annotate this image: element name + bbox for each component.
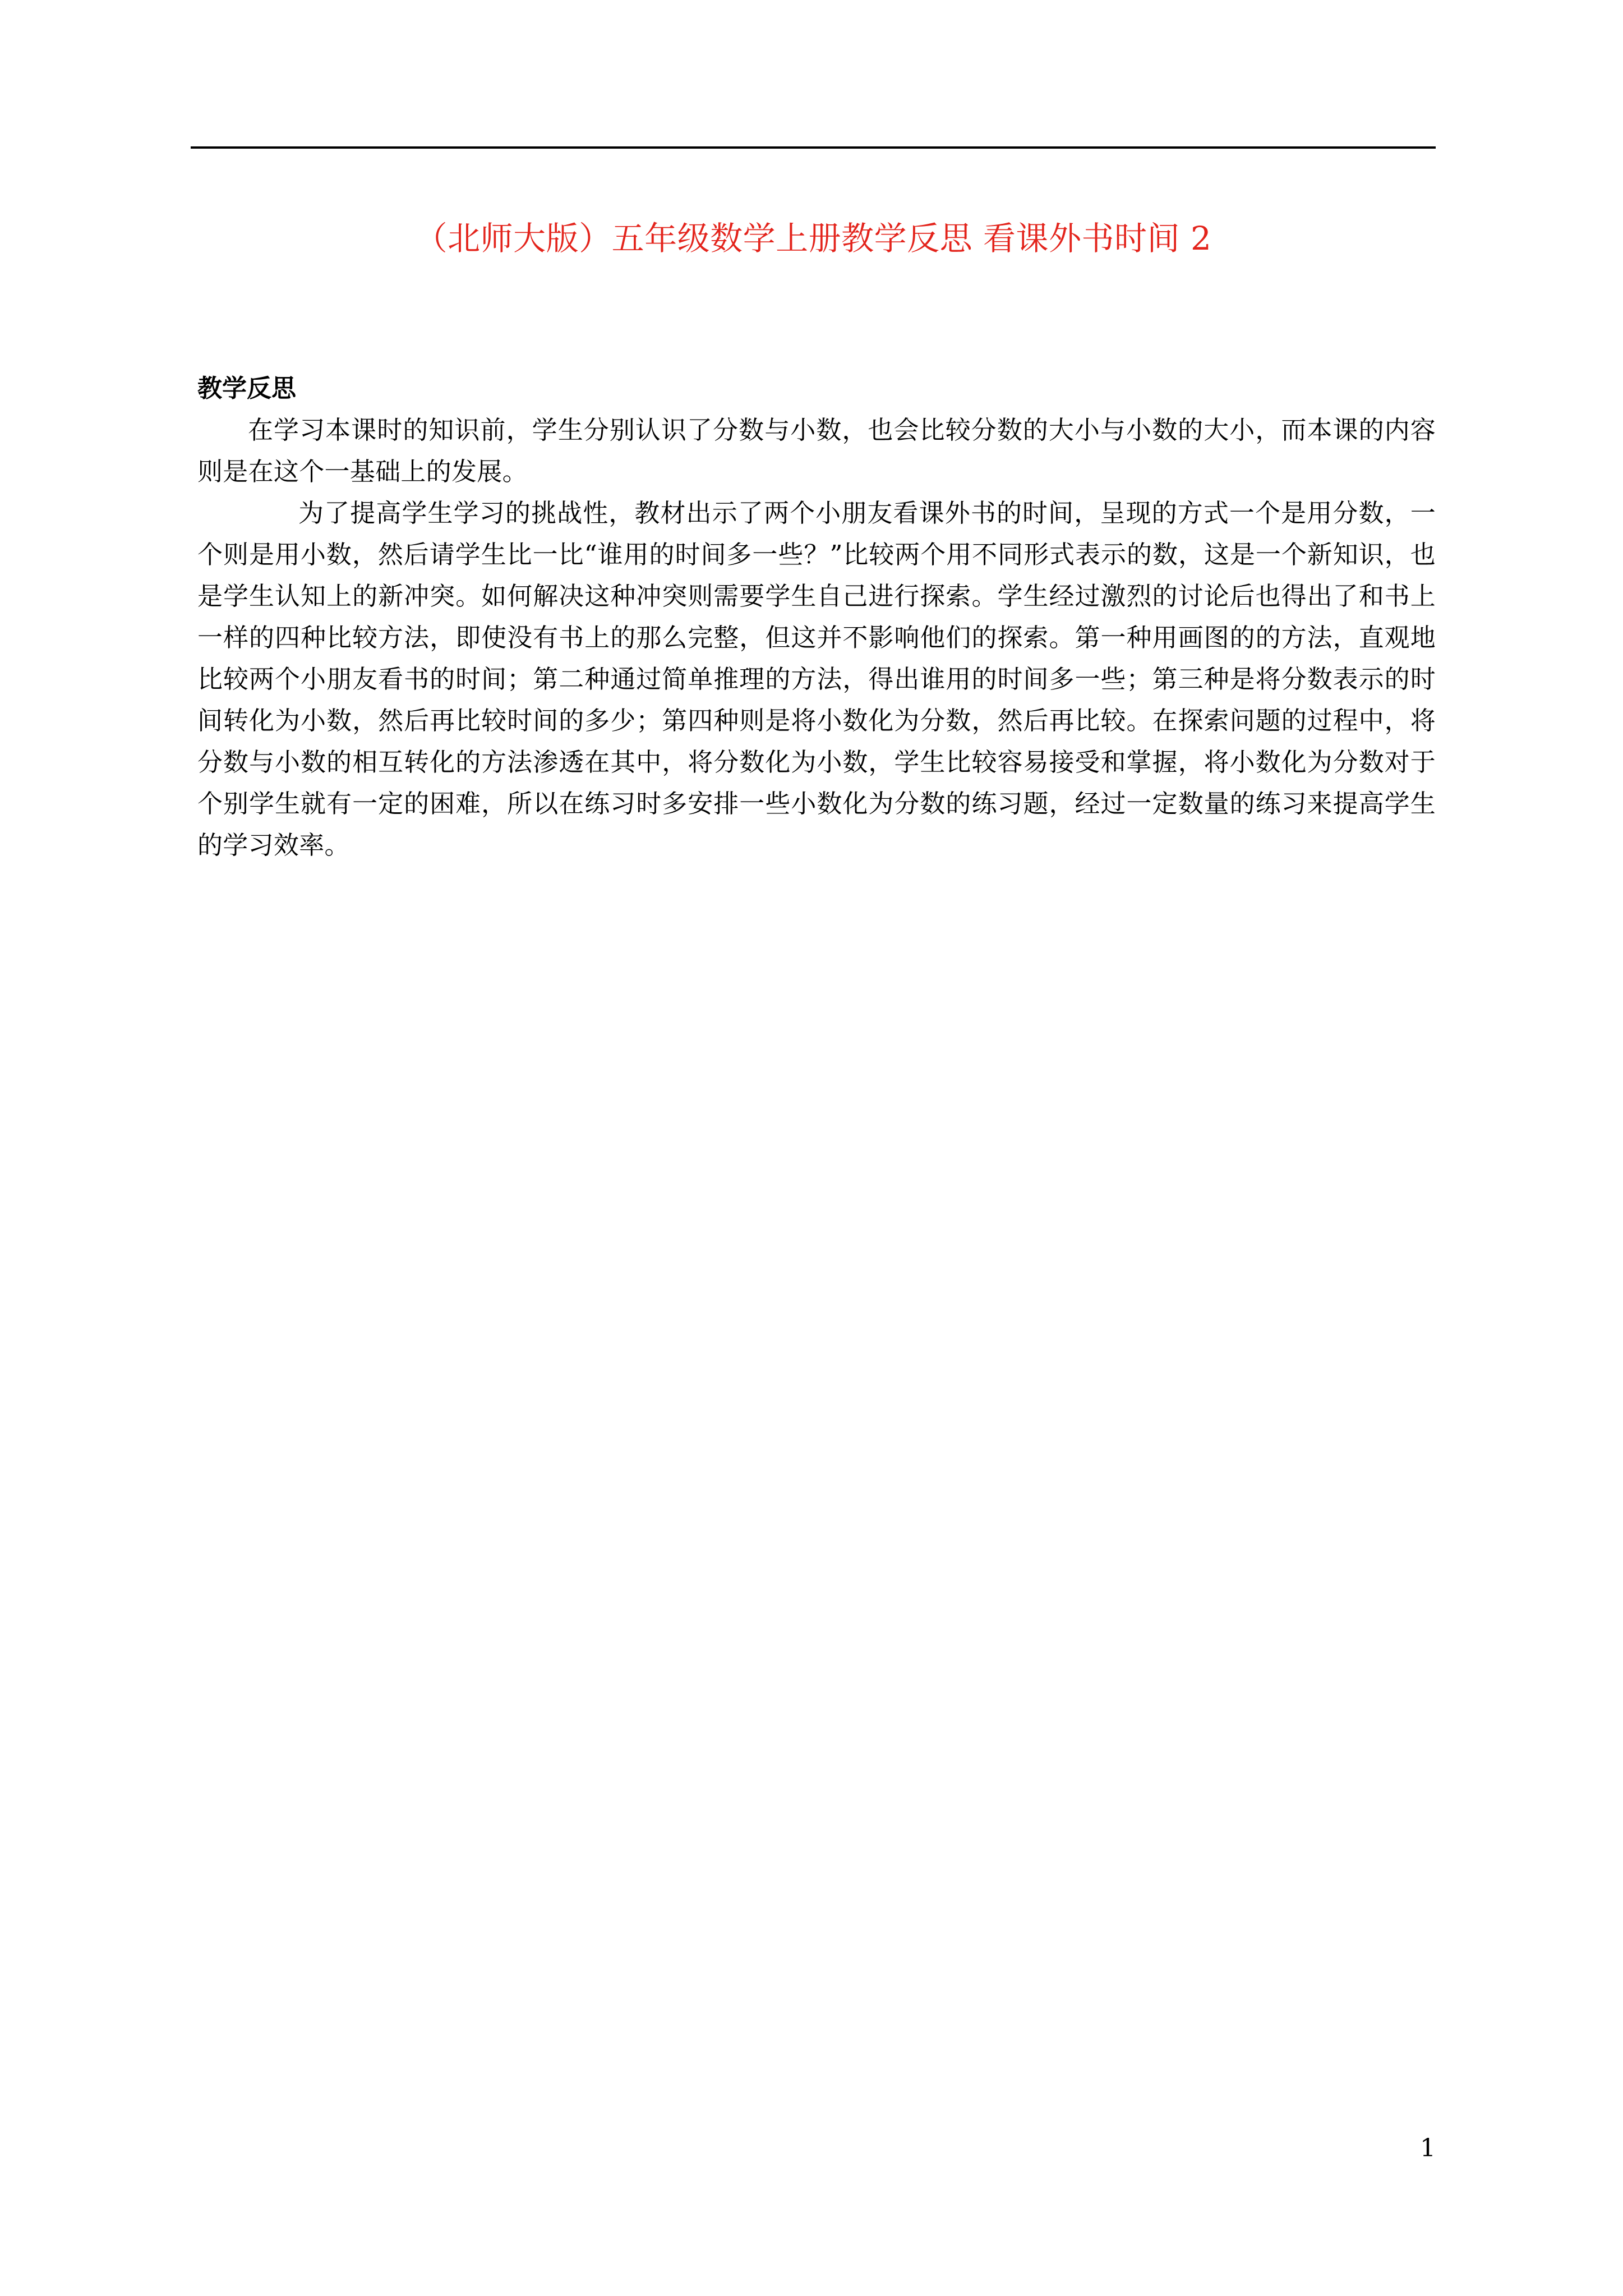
document-title: （北师大版）五年级数学上册教学反思 看课外书时间 2 bbox=[414, 219, 1212, 257]
header-rule bbox=[191, 146, 1436, 149]
paragraph-reflection: 为了提高学生学习的挑战性，教材出示了两个小朋友看课外书的时间，呈现的方式一个是用分数，一个则是用小数，然后请学生比一比“谁用的时间多一些？”比较两个用不同形式表示的数，这是一个新知识，也是学生认知上的新冲突。如何解决这种冲突则需要学生自己进行探索。学生经过激烈的讨论后也得出了和书上一样的四种比较方法，即使没有书上的那么完整，但这并不影响他们的探索。第一种用画图的的方法，直观地比较两个小朋友看书的时间；第二种通过简单推理的方法，得出谁用的时间多一些；第三种是将分数表示的时间转化为小数，然后再比较时间的多少；第四种则是将小数化为分数，然后再比较。在探索问题的过程中，将分数与小数的相互转化的方法渗透在其中，将分数化为小数，学生比较容易接受和掌握，将小数化为分数对于个别学生就有一定的困难，所以在练习时多安排一些小数化为分数的练习题，经过一定数量的练习来提高学生的学习效率。 bbox=[197, 498, 1436, 860]
document-body bbox=[197, 368, 1436, 866]
paragraph-intro: 在学习本课时的知识前，学生分别认识了分数与小数，也会比较分数的大小与小数的大小，而本课的内容则是在这个一基础上的发展。 bbox=[197, 415, 1436, 486]
section-heading: 教学反思 bbox=[197, 374, 296, 403]
page-number: 1 bbox=[1420, 2134, 1436, 2162]
